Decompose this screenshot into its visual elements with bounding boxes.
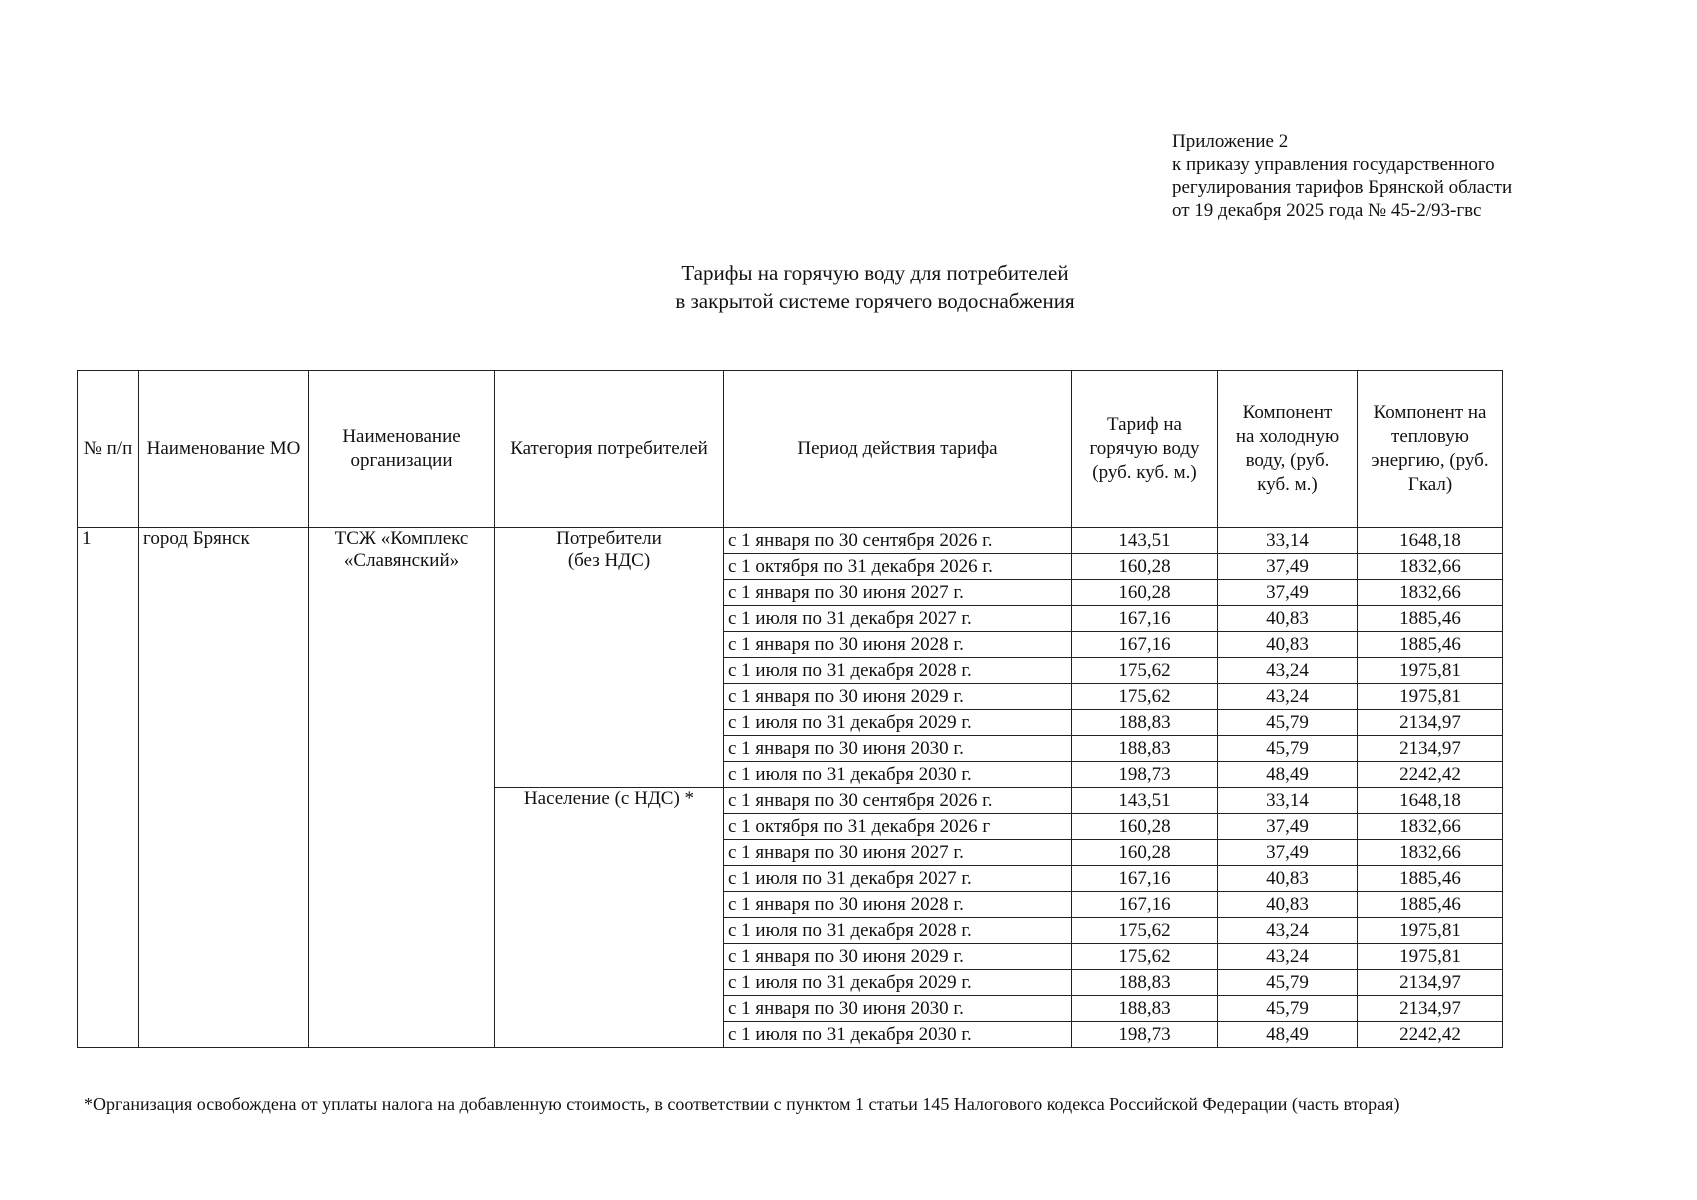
period-cell: с 1 января по 30 июня 2029 г. [724, 944, 1072, 970]
tariff-cell: 198,73 [1072, 762, 1218, 788]
cold-water-cell: 45,79 [1218, 970, 1358, 996]
appendix-line: к приказу управления государственного [1172, 154, 1495, 175]
row-number-cell: 1 [78, 528, 139, 1048]
appendix-line: Приложение 2 [1172, 131, 1289, 152]
municipality-cell: город Брянск [139, 528, 309, 1048]
footnote: *Организация освобождена от уплаты налога на добавленную стоимость, в соответствии с пунктом 1 статьи 145 Налогового кодекса Российской Федерации (часть вторая) [84, 1094, 1400, 1114]
heat-energy-cell: 2134,97 [1358, 996, 1503, 1022]
heat-energy-cell: 1885,46 [1358, 606, 1503, 632]
period-cell: с 1 октября по 31 декабря 2026 г. [724, 554, 1072, 580]
cold-water-cell: 48,49 [1218, 1022, 1358, 1048]
tariff-cell: 167,16 [1072, 866, 1218, 892]
cold-water-cell: 48,49 [1218, 762, 1358, 788]
category-cell: Население (с НДС) * [495, 788, 724, 1048]
tariff-cell: 143,51 [1072, 528, 1218, 554]
header-municipality: Наименование МО [139, 371, 309, 528]
period-cell: с 1 июля по 31 декабря 2029 г. [724, 970, 1072, 996]
tariff-table [77, 370, 1503, 1048]
cold-water-cell: 45,79 [1218, 996, 1358, 1022]
cold-water-cell: 45,79 [1218, 736, 1358, 762]
period-cell: с 1 января по 30 июня 2029 г. [724, 684, 1072, 710]
period-cell: с 1 января по 30 июня 2028 г. [724, 632, 1072, 658]
heat-energy-cell: 2134,97 [1358, 970, 1503, 996]
tariff-cell: 160,28 [1072, 580, 1218, 606]
tariff-cell: 175,62 [1072, 684, 1218, 710]
tariff-cell: 175,62 [1072, 918, 1218, 944]
table-row [78, 528, 1503, 554]
heat-energy-cell: 1648,18 [1358, 528, 1503, 554]
header-heat-energy: Компонент на тепловую энергию, (руб. Гкал) [1358, 371, 1503, 528]
table-header-row [78, 371, 1503, 528]
heat-energy-cell: 1885,46 [1358, 892, 1503, 918]
cold-water-cell: 37,49 [1218, 840, 1358, 866]
cold-water-cell: 43,24 [1218, 918, 1358, 944]
heat-energy-cell: 2242,42 [1358, 1022, 1503, 1048]
document-title [0, 259, 1697, 315]
heat-energy-cell: 2134,97 [1358, 736, 1503, 762]
cold-water-cell: 43,24 [1218, 684, 1358, 710]
period-cell: с 1 июля по 31 декабря 2028 г. [724, 658, 1072, 684]
header-tariff: Тариф на горячую воду (руб. куб. м.) [1072, 371, 1218, 528]
header-cold-water: Компонент на холодную воду, (руб. куб. м.) [1218, 371, 1358, 528]
period-cell: с 1 июля по 31 декабря 2029 г. [724, 710, 1072, 736]
heat-energy-cell: 1832,66 [1358, 840, 1503, 866]
tariff-cell: 160,28 [1072, 840, 1218, 866]
tariff-cell: 160,28 [1072, 814, 1218, 840]
appendix-reference [1172, 130, 1512, 222]
heat-energy-cell: 1885,46 [1358, 866, 1503, 892]
cold-water-cell: 43,24 [1218, 658, 1358, 684]
header-category: Категория потребителей [495, 371, 724, 528]
cold-water-cell: 40,83 [1218, 606, 1358, 632]
heat-energy-cell: 2242,42 [1358, 762, 1503, 788]
cold-water-cell: 37,49 [1218, 580, 1358, 606]
appendix-line: регулирования тарифов Брянской области [1172, 177, 1513, 198]
heat-energy-cell: 1975,81 [1358, 684, 1503, 710]
period-cell: с 1 января по 30 июня 2027 г. [724, 580, 1072, 606]
period-cell: с 1 января по 30 сентября 2026 г. [724, 528, 1072, 554]
header-period: Период действия тарифа [724, 371, 1072, 528]
title-line: Тарифы на горячую воду для потребителей [681, 261, 1069, 285]
period-cell: с 1 января по 30 июня 2030 г. [724, 736, 1072, 762]
period-cell: с 1 января по 30 июня 2030 г. [724, 996, 1072, 1022]
tariff-cell: 175,62 [1072, 658, 1218, 684]
heat-energy-cell: 1975,81 [1358, 658, 1503, 684]
cold-water-cell: 45,79 [1218, 710, 1358, 736]
category-cell: Потребители (без НДС) [495, 528, 724, 788]
period-cell: с 1 января по 30 июня 2027 г. [724, 840, 1072, 866]
period-cell: с 1 июля по 31 декабря 2027 г. [724, 866, 1072, 892]
heat-energy-cell: 1975,81 [1358, 918, 1503, 944]
tariff-cell: 188,83 [1072, 710, 1218, 736]
period-cell: с 1 января по 30 июня 2028 г. [724, 892, 1072, 918]
organization-cell: ТСЖ «Комплекс «Славянский» [309, 528, 495, 1048]
cold-water-cell: 37,49 [1218, 814, 1358, 840]
heat-energy-cell: 1975,81 [1358, 944, 1503, 970]
table-body [78, 528, 1503, 1048]
tariff-cell: 175,62 [1072, 944, 1218, 970]
cold-water-cell: 40,83 [1218, 866, 1358, 892]
tariff-cell: 188,83 [1072, 736, 1218, 762]
tariff-cell: 188,83 [1072, 970, 1218, 996]
tariff-cell: 167,16 [1072, 606, 1218, 632]
tariff-cell: 160,28 [1072, 554, 1218, 580]
header-organization: Наименование организации [309, 371, 495, 528]
heat-energy-cell: 1885,46 [1358, 632, 1503, 658]
period-cell: с 1 июля по 31 декабря 2027 г. [724, 606, 1072, 632]
heat-energy-cell: 1832,66 [1358, 814, 1503, 840]
heat-energy-cell: 1648,18 [1358, 788, 1503, 814]
tariff-cell: 143,51 [1072, 788, 1218, 814]
cold-water-cell: 40,83 [1218, 892, 1358, 918]
tariff-cell: 167,16 [1072, 892, 1218, 918]
tariff-cell: 167,16 [1072, 632, 1218, 658]
cold-water-cell: 43,24 [1218, 944, 1358, 970]
header-number: № п/п [78, 371, 139, 528]
title-line: в закрытой системе горячего водоснабжения [675, 289, 1075, 313]
period-cell: с 1 июля по 31 декабря 2028 г. [724, 918, 1072, 944]
period-cell: с 1 июля по 31 декабря 2030 г. [724, 1022, 1072, 1048]
cold-water-cell: 40,83 [1218, 632, 1358, 658]
appendix-line: от 19 декабря 2025 года № 45-2/93-гвс [1172, 200, 1482, 221]
tariff-cell: 188,83 [1072, 996, 1218, 1022]
heat-energy-cell: 1832,66 [1358, 580, 1503, 606]
tariff-cell: 198,73 [1072, 1022, 1218, 1048]
period-cell: с 1 октября по 31 декабря 2026 г [724, 814, 1072, 840]
period-cell: с 1 января по 30 сентября 2026 г. [724, 788, 1072, 814]
period-cell: с 1 июля по 31 декабря 2030 г. [724, 762, 1072, 788]
cold-water-cell: 37,49 [1218, 554, 1358, 580]
heat-energy-cell: 1832,66 [1358, 554, 1503, 580]
cold-water-cell: 33,14 [1218, 788, 1358, 814]
cold-water-cell: 33,14 [1218, 528, 1358, 554]
heat-energy-cell: 2134,97 [1358, 710, 1503, 736]
